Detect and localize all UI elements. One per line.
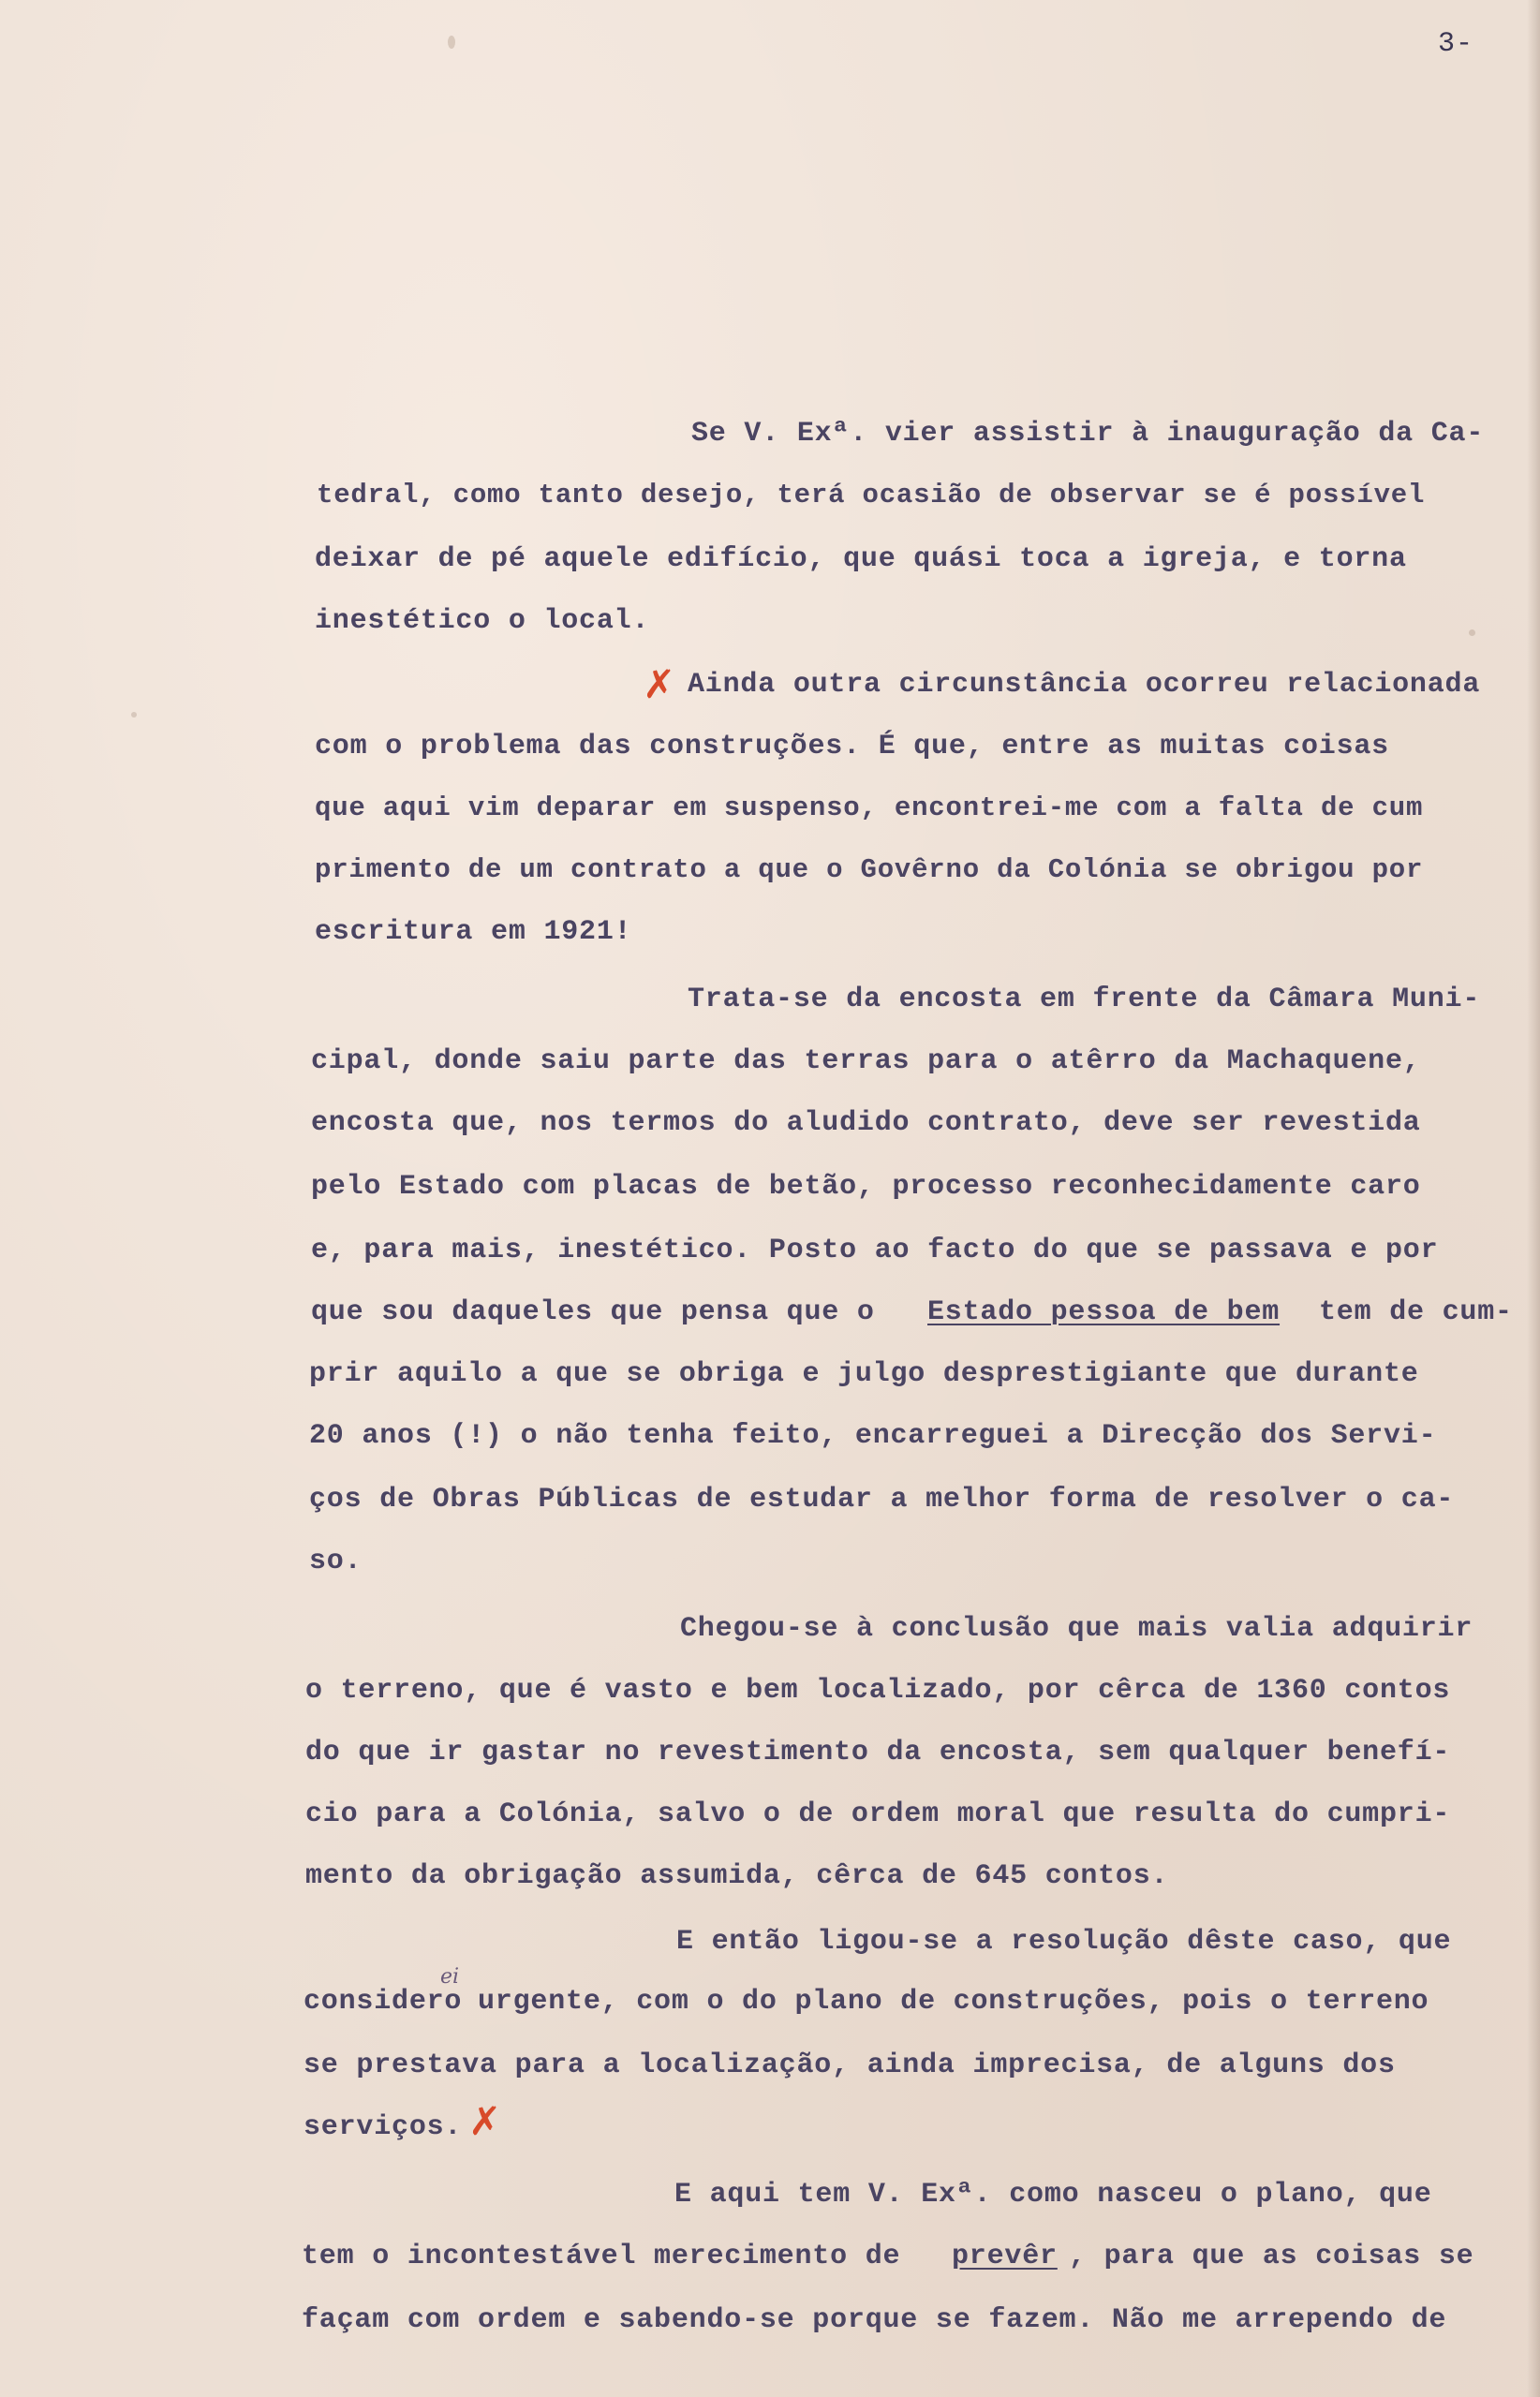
text-line: mento da obrigação assumida, cêrca de 645 contos. bbox=[305, 1860, 1169, 1892]
text-line: pelo Estado com placas de betão, processo reconhecidamente caro bbox=[311, 1171, 1421, 1203]
text-line: deixar de pé aquele edifício, que quási toca a igreja, e torna bbox=[315, 543, 1407, 575]
text-line: , para que as coisas se bbox=[1069, 2241, 1474, 2272]
text-line: cio para a Colónia, salvo o de ordem moral que resulta do cumpri- bbox=[305, 1798, 1451, 1830]
margin-mark: ✗ bbox=[643, 661, 676, 707]
text-line: Trata-se da encosta em frente da Câmara Muni- bbox=[688, 984, 1481, 1015]
text-line: ços de Obras Públicas de estudar a melhor forma de resolver o ca- bbox=[309, 1484, 1455, 1516]
text-line: prir aquilo a que se obriga e julgo desprestigiante que durante bbox=[309, 1358, 1419, 1390]
text-line: E então ligou-se a resolução dêste caso, que bbox=[676, 1926, 1452, 1958]
text-line: urgente, com o do plano de construções, pois o terreno bbox=[478, 1986, 1429, 2018]
text-line: Chegou-se à conclusão que mais valia adquirir bbox=[680, 1613, 1473, 1645]
paper-smudge bbox=[448, 36, 455, 49]
text-line: o terreno, que é vasto e bem localizado, por cêrca de 1360 contos bbox=[305, 1675, 1451, 1707]
page-number: 3- bbox=[1438, 28, 1474, 60]
text-line: so. bbox=[309, 1546, 363, 1577]
text-line: inestético o local. bbox=[315, 605, 650, 637]
text-line: escritura em 1921! bbox=[315, 916, 632, 948]
text-line: que aqui vim deparar em suspenso, encontrei-me com a falta de cum bbox=[315, 792, 1424, 823]
text-line: do que ir gastar no revestimento da encosta, sem qualquer benefí- bbox=[305, 1737, 1451, 1768]
text-line: cipal, donde saiu parte das terras para o atêrro da Machaquene, bbox=[311, 1045, 1421, 1077]
paper-smudge bbox=[131, 712, 137, 718]
handwritten-correction: ei bbox=[440, 1965, 460, 1989]
page-edge-shadow bbox=[1527, 0, 1540, 2397]
text-line: tem o incontestável merecimento de bbox=[302, 2241, 901, 2272]
underlined-word: prevêr bbox=[952, 2241, 1058, 2272]
text-line: e, para mais, inestético. Posto ao facto do que se passava e por bbox=[311, 1235, 1439, 1266]
text-line: com o problema das construções. É que, entre as muitas coisas bbox=[315, 731, 1389, 762]
text-line: se prestava para a localização, ainda imprecisa, de alguns dos bbox=[304, 2049, 1396, 2081]
text-line: 20 anos (!) o não tenha feito, encarreguei a Direcção dos Servi- bbox=[309, 1420, 1437, 1452]
underlined-phrase: Estado pessoa de bem bbox=[927, 1296, 1281, 1328]
text-line: que sou daqueles que pensa que o bbox=[311, 1296, 875, 1328]
margin-mark: ✗ bbox=[468, 2098, 502, 2144]
text-line: encosta que, nos termos do aludido contrato, deve ser revestida bbox=[311, 1107, 1421, 1139]
text-line: considero bbox=[304, 1986, 463, 2018]
text-line: Se V. Exª. vier assistir à inauguração da Ca- bbox=[691, 418, 1485, 450]
paper-smudge bbox=[1469, 629, 1475, 636]
text-line: façam com ordem e sabendo-se porque se fazem. Não me arrependo de bbox=[302, 2304, 1447, 2336]
text-line: serviços. bbox=[304, 2111, 463, 2143]
text-line: primento de um contrato a que o Govêrno da Colónia se obrigou por bbox=[315, 854, 1424, 885]
text-line: tem de cum- bbox=[1319, 1296, 1513, 1328]
text-line: Ainda outra circunstância ocorreu relacionada bbox=[688, 669, 1481, 701]
text-line: tedral, como tanto desejo, terá ocasião de observar se é possível bbox=[317, 480, 1426, 510]
text-line: E aqui tem V. Exª. como nasceu o plano, que bbox=[674, 2179, 1432, 2211]
